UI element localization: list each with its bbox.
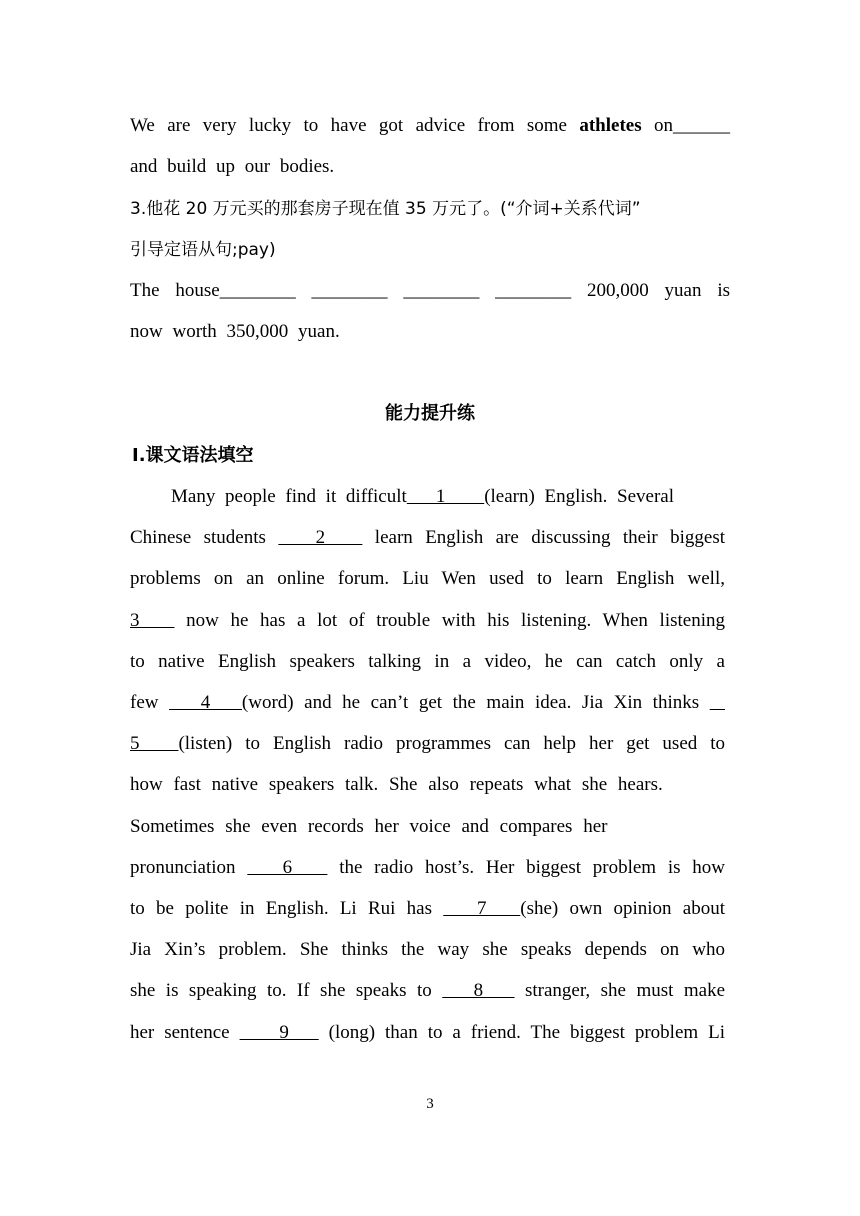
page-number: 3: [426, 1096, 434, 1112]
passage-line: [130, 732, 725, 756]
item2-line1-post: on______: [641, 115, 731, 136]
passage-text: now he has a lot of trouble with his listening. When listening: [174, 609, 725, 631]
item2-line1: [130, 114, 730, 138]
passage-line: [130, 567, 725, 591]
passage-text: stranger, she must make: [514, 980, 726, 1002]
answer-blank[interactable]: 5: [130, 733, 179, 755]
passage-text: how fast native speakers talk. She also repeats what she hears.: [130, 774, 663, 796]
answer-blank[interactable]: 1: [406, 486, 485, 507]
passage-line: [130, 938, 725, 962]
passage-line: [130, 1021, 725, 1045]
passage-line: [130, 856, 725, 880]
answer-blank[interactable]: 8: [442, 980, 515, 1002]
item3-line1: 3.他花 20 万元买的那套房子现在值 35 万元了。(“介词+关系代词”: [130, 199, 641, 219]
passage-text: (learn) English. Several: [484, 486, 675, 507]
passage-text: few: [130, 692, 170, 713]
passage-text: pronunciation: [130, 856, 248, 878]
item2-bold-word: athletes: [579, 115, 642, 136]
item3-line2: 引导定语从句;pay): [130, 240, 276, 260]
passage-line: [130, 526, 725, 550]
passage-text: she is speaking to. If she speaks to: [130, 980, 443, 1002]
passage-text: to native English speakers talking in a video, he can catch only a: [130, 650, 725, 672]
answer-blank[interactable]: 6: [247, 856, 328, 878]
part-heading: Ⅰ.课文语法填空: [132, 445, 254, 466]
passage-line: [130, 815, 725, 839]
passage-line: [130, 979, 725, 1003]
passage-text: to be polite in English. Li Rui has: [130, 898, 444, 919]
passage-text: the radio host’s. Her biggest problem is how: [327, 856, 726, 878]
section-title: 能力提升练: [385, 403, 475, 424]
item2-line1-pre: We are very lucky to have got advice from some: [130, 115, 580, 136]
item2-line2: and build up our bodies.: [130, 156, 335, 177]
passage-text: Jia Xin’s problem. She thinks the way she speaks depends on who: [130, 939, 725, 961]
item3-line3: The house________ ________ ________ ________ 200,000 yuan is: [130, 280, 730, 301]
passage-text: problems on an online forum. Liu Wen used to learn English well,: [130, 568, 725, 590]
answer-blank[interactable]: 3: [130, 609, 175, 631]
passage-text: (listen) to English radio programmes can help her get used to: [178, 733, 726, 755]
answer-blank[interactable]: 2: [278, 527, 363, 549]
passage-text: (word) and he can’t get the main idea. Jia Xin thinks: [241, 692, 710, 713]
passage-line: [130, 609, 725, 633]
answer-blank[interactable]: [710, 692, 725, 713]
passage-text: her sentence: [130, 1021, 240, 1043]
answer-blank[interactable]: 4: [169, 692, 242, 713]
answer-blank[interactable]: 9: [239, 1021, 319, 1043]
passage-text: Sometimes she even records her voice and compares her: [130, 815, 608, 837]
passage-line: [171, 485, 674, 509]
passage-line: [130, 773, 725, 797]
passage-text: (she) own opinion about: [520, 898, 725, 919]
answer-blank[interactable]: 7: [443, 898, 521, 919]
passage-text: (long) than to a friend. The biggest problem Li: [318, 1021, 725, 1043]
passage-line: [130, 691, 725, 715]
passage-line: [130, 650, 725, 674]
passage-line: [130, 897, 725, 921]
passage-text: learn English are discussing their biggest: [362, 527, 725, 549]
passage-text: Chinese students: [130, 527, 279, 549]
item3-line4: now worth 350,000 yuan.: [130, 321, 340, 342]
passage-text: Many people find it difficult: [171, 486, 407, 507]
